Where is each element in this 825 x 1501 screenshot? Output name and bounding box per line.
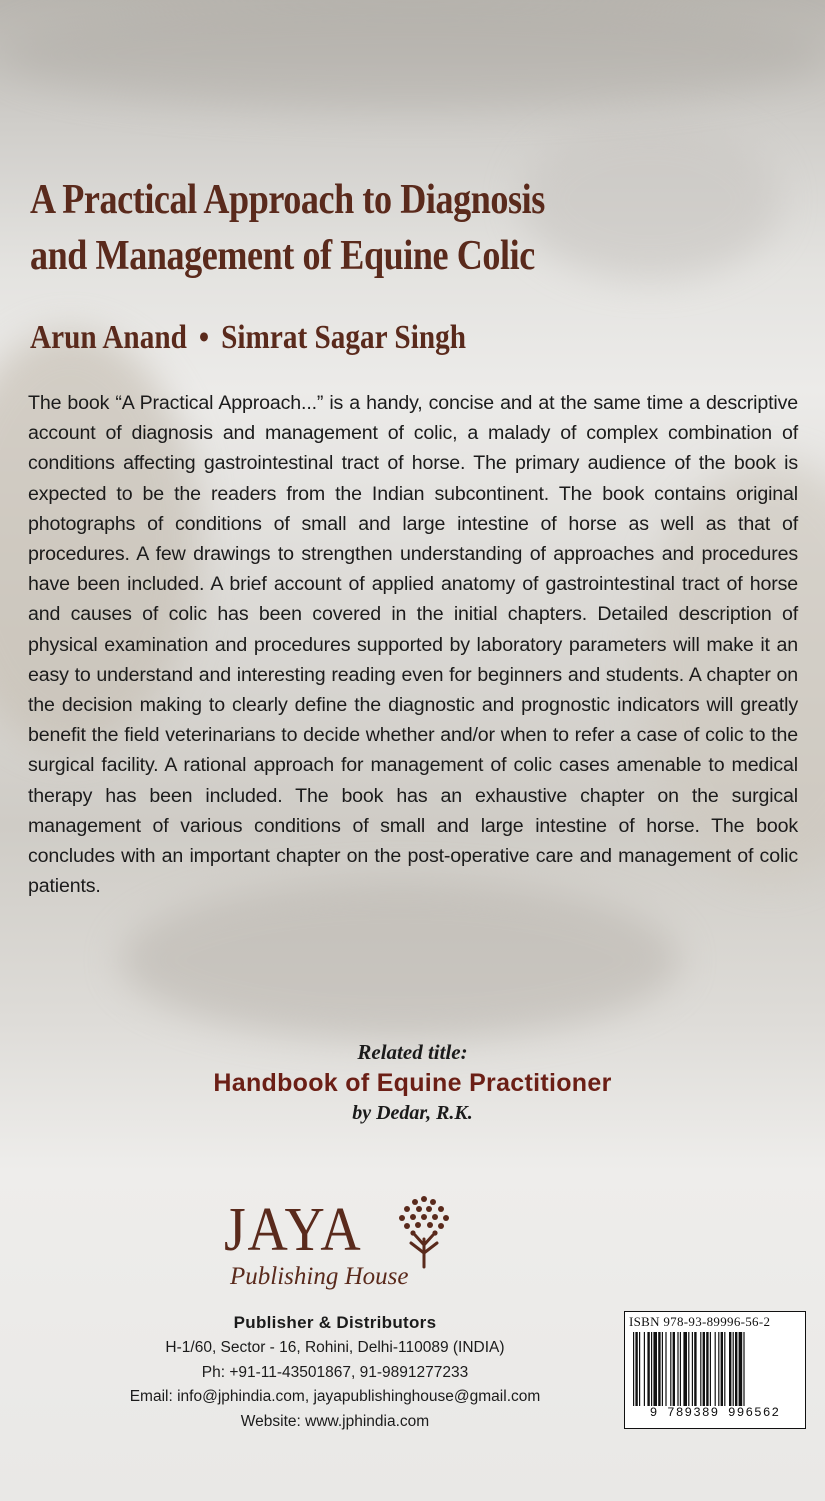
logo-subtitle: Publishing House bbox=[230, 1263, 409, 1290]
barcode-bar bbox=[670, 1332, 671, 1406]
book-title bbox=[30, 172, 684, 284]
publisher-address: H-1/60, Sector - 16, Rohini, Delhi-110089 (INDIA) bbox=[165, 1339, 505, 1356]
author-2: Simrat Sagar Singh bbox=[221, 319, 466, 356]
barcode-bar bbox=[651, 1332, 652, 1406]
background-splash bbox=[120, 880, 680, 1040]
barcode-bar bbox=[715, 1332, 716, 1406]
barcode-bar bbox=[718, 1332, 719, 1406]
barcode-bar bbox=[743, 1332, 744, 1406]
barcode-bar bbox=[703, 1332, 705, 1406]
barcode-bar bbox=[683, 1332, 687, 1406]
barcode-bar bbox=[677, 1332, 678, 1406]
barcode-bar bbox=[644, 1332, 645, 1406]
title-line-1: A Practical Approach to Diagnosis bbox=[30, 177, 545, 223]
publisher-website: Website: www.jphindia.com bbox=[240, 1412, 430, 1430]
isbn-label: ISBN 978-93-89996-56-2 bbox=[629, 1314, 771, 1329]
author-1: Arun Anand bbox=[30, 319, 187, 356]
isbn-barcode bbox=[624, 1311, 806, 1429]
barcode-bar bbox=[694, 1332, 696, 1406]
barcode-bars bbox=[631, 1332, 799, 1406]
barcode-bar bbox=[633, 1332, 634, 1406]
barcode-bar bbox=[680, 1332, 681, 1406]
barcode-bar bbox=[735, 1332, 737, 1406]
authors bbox=[30, 316, 649, 360]
barcode-bar bbox=[700, 1332, 701, 1406]
barcode-bar bbox=[688, 1332, 689, 1406]
publisher-logo bbox=[224, 1195, 484, 1305]
barcode-bar bbox=[729, 1332, 731, 1406]
barcode-bar bbox=[733, 1332, 734, 1406]
isbn-digits: 9 789389 996562 bbox=[649, 1406, 781, 1420]
barcode-bar bbox=[635, 1332, 637, 1406]
publisher-email: Email: info@jphindia.com, jayapublishinghouse@gmail.com bbox=[129, 1388, 541, 1405]
barcode-bar bbox=[710, 1332, 711, 1406]
barcode-bar bbox=[662, 1332, 663, 1406]
barcode-bar bbox=[692, 1332, 693, 1406]
logo-text: JAYA bbox=[224, 1196, 363, 1264]
related-author: by Dedar, R.K. bbox=[352, 1102, 473, 1124]
author-separator: • bbox=[198, 319, 210, 356]
barcode-bar bbox=[653, 1332, 657, 1406]
title-line-2: and Management of Equine Colic bbox=[30, 233, 535, 279]
barcode-bar bbox=[658, 1332, 660, 1406]
book-description: The book “A Practical Approach...” is a handy, concise and at the same time a descriptive account of diagnosis and management of colic, a malady of complex combination of conditions affecting gastrointestinal tract of horse. The primary audience of the book is expected to be the readers from the Indian subcontinent. The book contains original photographs of conditions of small and large intestine of horse as well as that of procedures. A few drawings to strengthen understanding of approaches and procedures have been included. A brief account of applied anatomy of gastrointestinal tract of horse and causes of colic has been covered in the initial chapters. Detailed description of physical examination and procedures supported by laboratory parameters will make it an easy to understand and interesting reading even for beginners and students. A chapter on the decision making to clearly define the diagnostic and prognostic indicators will greatly benefit the field veterinarians to decide whether and/or when to refer a case of colic to the surgical facility. A rational approach for management of colic cases amenable to medical therapy has been included. The book has an exhaustive chapter on the surgical management of various conditions of small and large intestine of horse. The book concludes with an important chapter on the post-operative care and management of colic patients. bbox=[28, 392, 798, 898]
barcode-bar bbox=[673, 1332, 675, 1406]
barcode-bar bbox=[647, 1332, 649, 1406]
barcode-bar bbox=[721, 1332, 723, 1406]
barcode-bar bbox=[665, 1332, 666, 1406]
related-book-title: Handbook of Equine Practitioner bbox=[213, 1069, 612, 1097]
related-label: Related title: bbox=[357, 1040, 468, 1064]
publisher-info bbox=[100, 1310, 570, 1434]
barcode-bar bbox=[706, 1332, 708, 1406]
background-sky bbox=[0, 0, 825, 110]
barcode-bar bbox=[739, 1332, 743, 1406]
publisher-phone: Ph: +91-11-43501867, 91-9891277233 bbox=[201, 1363, 469, 1381]
related-title-block bbox=[0, 1037, 825, 1127]
barcode-bar bbox=[639, 1332, 640, 1406]
barcode-bar bbox=[724, 1332, 725, 1406]
tree-icon bbox=[389, 1189, 459, 1274]
publisher-tagline: Publisher & Distributors bbox=[233, 1313, 437, 1332]
